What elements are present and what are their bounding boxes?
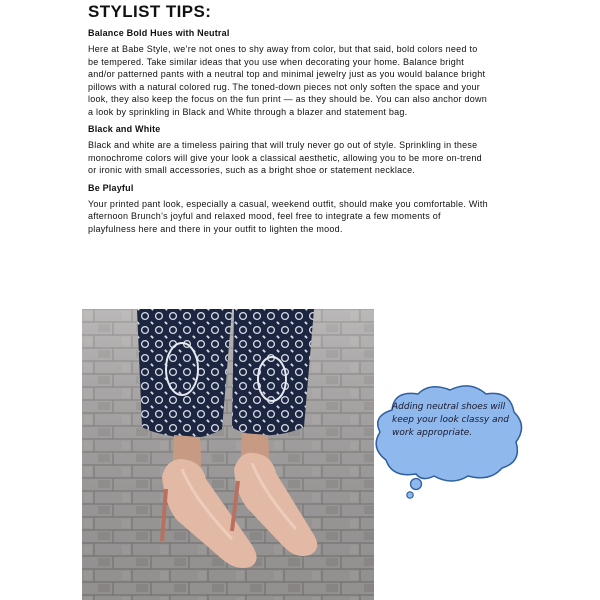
section-body-playful: Your printed pant look, especially a casual, weekend outfit, should make you comfortable. With afternoon Brunch’s joyful and relaxed mood, feel free to integrate a few moments of playfulness here and there in your outfit to lighten the mood. [88, 198, 488, 234]
section-heading-balance: Balance Bold Hues with Neutral [88, 28, 230, 38]
section-body-black-white: Black and white are a timeless pairing that will truly never go out of style. Sprinkling in these monochrome colors will give your look a classical aesthetic, allowing you to be more on-trend or ironic with small accessories, such as a bright shoe or statement necklace. [88, 140, 482, 175]
section-heading-playful: Be Playful [88, 182, 134, 193]
outfit-photo-illustration [82, 309, 374, 600]
outfit-photo [82, 309, 374, 600]
section-heading-black-white: Black and White [88, 124, 161, 134]
page-title: STYLIST TIPS: [88, 2, 212, 21]
callout-text: Adding neutral shoes will keep your look classy and work appropriate. [392, 402, 510, 438]
speech-bubble [370, 382, 526, 500]
tips-column [88, 0, 488, 239]
section-body-balance: Here at Babe Style, we’re not ones to shy away from color, but that said, bold colors need to be tempered. Take similar ideas that you use when decorating your home. Balance bright and/or patterned pants with a neutral top and minimal jewelry just as you would balance bright pillows with a natural colored rug. The toned-down pieces not only soften the space and your look, they also keep the focus on the fun print — as they should be. You can also anchor down a look by sprinkling in Black and White through a blazer and statement bag. [88, 44, 487, 117]
